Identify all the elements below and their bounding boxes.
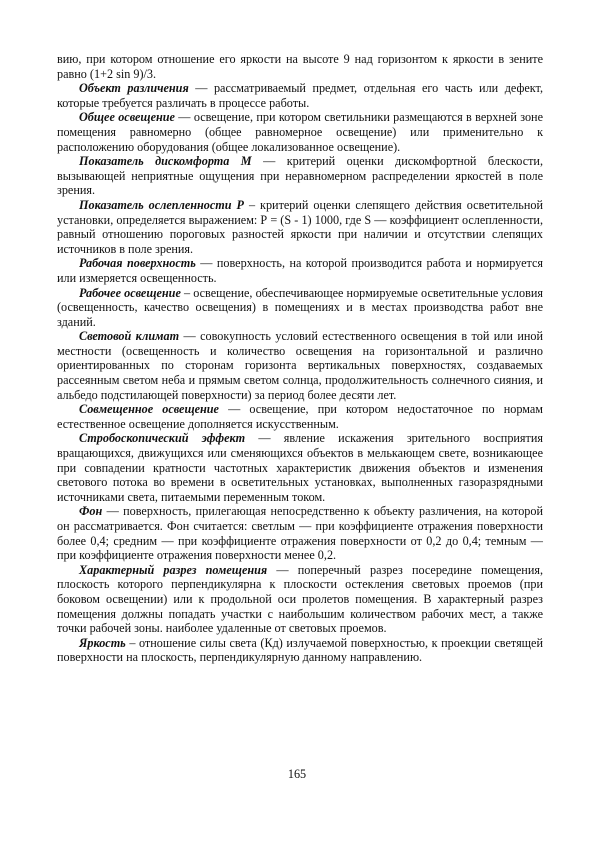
definition-text: – освещение, обеспечивающее нормируемые осветительные условия (освещенность, качество освещения) в помещениях и в местах производства работ вне зданий.	[57, 285, 543, 329]
definition-text: — явление искажения зрительного восприятия вращающихся, движущихся или сменяющихся объектов в мелькающем свете, возникающее при совпадении кратности частотных характеристик движения объектов и изменения светового потока во времени в осветительных установках, выполненных газоразрядными источниками света, питаемыми переменным током.	[57, 431, 543, 504]
paragraph-text: вию, при котором отношение его яркости на высоте 9 над горизонтом к яркости в зените равно (1+2 sin 9)/3.	[57, 52, 543, 81]
paragraph-continuation	[57, 52, 543, 81]
definition-general-lighting	[57, 110, 543, 154]
definition-text: – критерий оценки слепящего действия осветительной установки, определяется выражением: Р = (S - 1) 1000, где S — коэффициент ослепленности, равный отношению пороговых разностей яркости при наличии и отсутствии слепящих источников в поле зрения.	[57, 197, 543, 256]
definition-term: Стробоскопический эффект	[79, 431, 246, 446]
definition-term: Фон	[79, 504, 103, 519]
definition-background	[57, 504, 543, 562]
definition-text: — освещение, при котором недостаточное по нормам естественное освещение дополняется искусственным.	[57, 402, 543, 431]
definition-term: Рабочая поверхность	[79, 256, 196, 271]
definition-discomfort-index	[57, 154, 543, 198]
definition-working-lighting	[57, 286, 543, 330]
definition-stroboscopic-effect	[57, 431, 543, 504]
definition-text: — поверхность, на которой производится работа и нормируется или измеряется освещенность.	[57, 256, 543, 285]
definition-term: Общее освещение	[79, 110, 175, 125]
definition-text: — поперечный разрез посередине помещения, плоскость которого перпендикулярна к плоскости остекления световых проемов (при боковом освещении) или к продольной оси пролетов помещения. В характерный разрез помещения должны попадать участки с наибольшим количеством рабочих мест, а также точки рабочей зоны. наиболее удаленные от световых проемов.	[57, 562, 543, 636]
definition-term: Объект различения	[79, 81, 189, 96]
definition-luminance	[57, 636, 543, 665]
definition-room-section	[57, 563, 543, 636]
definition-term: Рабочее освещение	[79, 285, 181, 300]
definition-term: Световой климат	[79, 329, 180, 344]
definition-text: — совокупность условий естественного освещения в той или иной местности (освещенность и количество освещения на горизонтальной и различно ориентированных по сторонам горизонта вертикальных поверхностях, создаваемых рассеянным светом неба и прямым светом солнца, продолжительность солнечного сияния, и альбедо подстилающей поверхности) за период более десяти лет.	[57, 329, 543, 402]
definition-glare-index	[57, 198, 543, 256]
definition-text: — освещение, при котором светильники размещаются в верхней зоне помещения равномерно (общее равномерное освещение) или применительно к расположению оборудования (общее локализованное освещение).	[57, 110, 543, 154]
definition-term: Показатель дискомфорта М	[79, 154, 252, 169]
page-body	[57, 52, 543, 665]
definition-term: Показатель ослепленности Р	[79, 197, 244, 212]
definition-combined-lighting	[57, 402, 543, 431]
definition-text: — поверхность, прилегающая непосредственно к объекту различения, на которой он рассматривается. Фон считается: светлым — при коэффициенте отражения поверхности более 0,4; средним — при коэффициенте отражения поверхности от 0,2 до 0,4; темным — при коэффициенте отражения поверхности менее 0,2.	[57, 504, 543, 563]
definition-term: Совмещенное освещение	[79, 402, 219, 417]
definition-work-surface	[57, 256, 543, 285]
definition-text: — рассматриваемый предмет, отдельная его часть или дефект, которые требуется различать в процессе работы.	[57, 81, 543, 110]
definition-term: Характерный разрез помещения	[79, 562, 268, 577]
definition-term: Яркость	[79, 635, 126, 650]
definition-text: — критерий оценки дискомфортной блескости, вызывающей неприятные ощущения при неравномерном распределении яркостей в поле зрения.	[57, 154, 543, 198]
page-number: 165	[287, 767, 307, 781]
definition-object-of-distinction	[57, 81, 543, 110]
definition-text: – отношение силы света (Кд) излучаемой поверхностью, к проекции светящей поверхности на плоскость, перпендикулярную данному направлению.	[57, 635, 543, 665]
definition-light-climate	[57, 329, 543, 402]
